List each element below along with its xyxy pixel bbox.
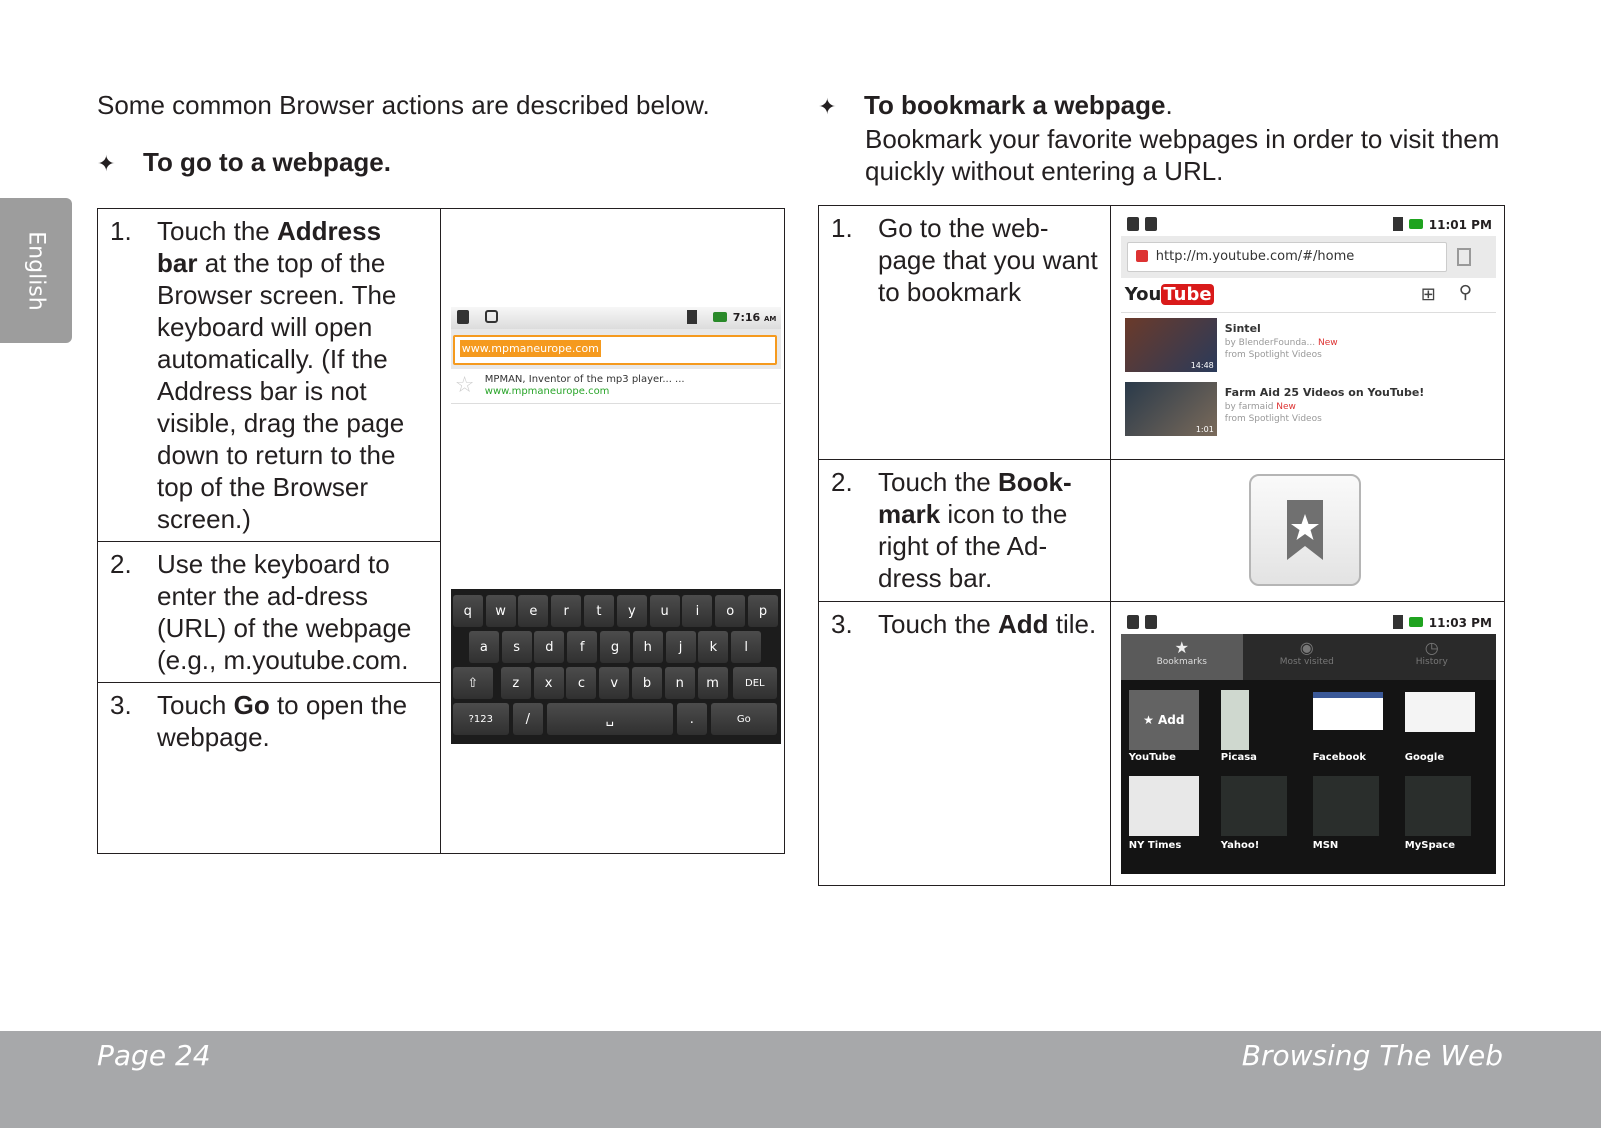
battery-icon: [687, 310, 697, 324]
key-v[interactable]: v: [599, 667, 629, 699]
usb-icon: [457, 310, 469, 324]
star-icon: ☆: [454, 373, 475, 398]
language-tab-label: English: [23, 230, 49, 311]
tile-label: YouTube: [1128, 752, 1176, 763]
bookmark-tile[interactable]: [1129, 776, 1199, 836]
usb-icon: [1145, 615, 1157, 629]
key-j[interactable]: j: [666, 631, 696, 663]
bookmarks-tabbar: [1121, 634, 1496, 680]
battery-icon: [1393, 217, 1403, 231]
tab-most-visited[interactable]: ◉ Most visited: [1246, 634, 1368, 680]
key-t[interactable]: t: [584, 595, 614, 627]
step-1-cell: [98, 209, 441, 542]
key-s[interactable]: s: [502, 631, 532, 663]
bookmark-tile[interactable]: [1405, 692, 1475, 732]
tab-bookmarks[interactable]: ★ Bookmarks: [1121, 634, 1243, 680]
go-key[interactable]: Go: [711, 703, 777, 735]
four-point-star-icon: ✦: [818, 94, 837, 119]
intro-text: Some common Browser actions are described below.: [97, 90, 710, 120]
eye-icon: ◉: [1299, 638, 1314, 657]
charging-icon: [713, 312, 727, 322]
page-footer: [0, 1031, 1601, 1128]
key-h[interactable]: h: [633, 631, 663, 663]
key-r[interactable]: r: [551, 595, 581, 627]
bookmark-step-2-cell: [819, 460, 1111, 602]
step-3: 3. Touch Go to open the webpage.: [110, 690, 408, 752]
bookmark-step-3: 3. Touch the Add tile.: [831, 609, 1097, 639]
favicon-icon: [1136, 250, 1148, 262]
video-thumbnail: 14:48: [1125, 318, 1217, 372]
suggestion-url: www.mpmaneurope.com: [484, 386, 610, 397]
video-item[interactable]: 14:48 Sintel by BlenderFounda... New from Spotlight Videos: [1121, 314, 1496, 376]
delete-key[interactable]: DEL: [733, 667, 777, 699]
four-point-star-icon: ✦: [97, 151, 116, 176]
step-1: 1. Touch the Address bar at the top of the Browser screen. The keyboard will open automatically. (If the Address bar is not visible, drag the page down to return to the top of the Browser screen.): [110, 216, 405, 534]
usb-icon: [1127, 217, 1139, 231]
usb-icon: [1145, 217, 1157, 231]
tile-label: Yahoo!: [1220, 840, 1260, 851]
bookmark-ribbon-icon: [1251, 476, 1359, 584]
key-c[interactable]: c: [566, 667, 596, 699]
tile-label: Facebook: [1312, 752, 1367, 763]
add-bookmark-tile[interactable]: ★ Add: [1129, 690, 1199, 750]
onscreen-keyboard: [451, 589, 781, 744]
bookmark-ribbon-icon: ★: [1174, 638, 1189, 657]
status-bar: 7:16 AM: [451, 307, 781, 329]
key-slash[interactable]: /: [513, 703, 543, 735]
youtube-screenshot-cell: [1110, 206, 1504, 460]
bookmark-step-1: 1. Go to the web-page that you want to bookmark: [831, 213, 1098, 307]
key-b[interactable]: b: [632, 667, 662, 699]
clock-icon: ◷: [1424, 638, 1439, 657]
address-bar[interactable]: [453, 335, 777, 365]
youtube-logo: You Tube: [1124, 284, 1212, 305]
page-number: Page 24: [97, 1039, 211, 1072]
tile-label: NY Times: [1128, 840, 1182, 851]
usb-icon: [1127, 615, 1139, 629]
step-3-cell: [98, 683, 441, 854]
address-bar[interactable]: http://m.youtube.com/#/home: [1127, 242, 1447, 272]
status-bar: 11:01 PM: [1121, 214, 1496, 236]
bookmark-step-1-cell: [819, 206, 1111, 460]
key-n[interactable]: n: [665, 667, 695, 699]
notification-icon: [485, 310, 498, 323]
bookmarks-screenshot-cell: [1110, 602, 1504, 886]
keyboard-screenshot-cell: [440, 209, 784, 854]
video-thumbnail: 1:01: [1125, 382, 1217, 436]
bookmark-tile[interactable]: [1313, 776, 1379, 836]
step-2: 2. Use the keyboard to enter the ad-dress (URL) of the webpage (e.g., m.youtube.com.: [110, 549, 412, 675]
bullet-bookmark-webpage: ✦ To bookmark a webpage.: [818, 90, 1173, 120]
bookmark-step-3-cell: [819, 602, 1111, 886]
key-l[interactable]: l: [731, 631, 761, 663]
browser-keyboard-screenshot: [451, 307, 781, 744]
bookmarks-screenshot: [1121, 612, 1496, 874]
key-p[interactable]: p: [748, 595, 778, 627]
key-z[interactable]: z: [501, 667, 531, 699]
status-bar: 11:03 PM: [1121, 612, 1496, 634]
bookmark-button-large[interactable]: [1249, 474, 1361, 586]
battery-icon: [1393, 615, 1403, 629]
space-key[interactable]: ␣: [547, 703, 673, 735]
key-a[interactable]: a: [469, 631, 499, 663]
bullet-go-to-webpage: ✦ To go to a webpage.: [97, 147, 391, 177]
video-item[interactable]: 1:01 Farm Aid 25 Videos on YouTube! by farmaid New from Spotlight Videos: [1121, 378, 1496, 440]
key-w[interactable]: w: [486, 595, 516, 627]
tile-label: MySpace: [1404, 840, 1456, 851]
bookmark-description: Bookmark your favorite webpages in order to visit them quickly without entering a URL.: [865, 124, 1500, 186]
bookmark-tile[interactable]: [1313, 692, 1383, 730]
key-q[interactable]: q: [453, 595, 483, 627]
language-tab: [0, 198, 72, 343]
key-x[interactable]: x: [534, 667, 564, 699]
key-e[interactable]: e: [518, 595, 548, 627]
search-icon[interactable]: ⚲: [1458, 282, 1472, 303]
bookmark-step-2: 2. Touch the Book-mark icon to the right of the Ad-dress bar.: [831, 467, 1072, 593]
suggestion-row[interactable]: [451, 369, 781, 404]
key-k[interactable]: k: [698, 631, 728, 663]
key-period[interactable]: .: [677, 703, 707, 735]
key-m[interactable]: m: [698, 667, 728, 699]
key-f[interactable]: f: [567, 631, 597, 663]
charging-icon: [1409, 219, 1423, 229]
key-u[interactable]: u: [650, 595, 680, 627]
suggestion-title: MPMAN, Inventor of the mp3 player... ...: [484, 374, 685, 385]
bookmark-tile[interactable]: [1405, 776, 1471, 836]
key-g[interactable]: g: [600, 631, 630, 663]
tile-label: MSN: [1312, 840, 1339, 851]
tab-history[interactable]: ◷ History: [1371, 634, 1493, 680]
tile-label: Google: [1404, 752, 1445, 763]
youtube-screenshot: [1121, 214, 1496, 450]
bookmark-icon-cell: [1110, 460, 1504, 602]
charging-icon: [1409, 617, 1423, 627]
bookmark-tile[interactable]: [1221, 690, 1249, 750]
key-d[interactable]: d: [534, 631, 564, 663]
section-title: Browsing The Web: [1241, 1039, 1503, 1072]
key-y[interactable]: y: [617, 595, 647, 627]
go-to-webpage-table: [97, 208, 785, 854]
key-i[interactable]: i: [682, 595, 712, 627]
symbols-key[interactable]: ?123: [453, 703, 509, 735]
bookmark-icon[interactable]: [1457, 248, 1471, 266]
bookmark-table: [818, 205, 1505, 886]
tile-label: Picasa: [1220, 752, 1257, 763]
bookmark-tile[interactable]: [1221, 776, 1287, 836]
step-2-cell: [98, 542, 441, 683]
key-o[interactable]: o: [715, 595, 745, 627]
address-bar-url: www.mpmaneurope.com: [461, 342, 599, 355]
grid-icon[interactable]: ⊞: [1420, 284, 1436, 305]
shift-key[interactable]: ⇧: [453, 667, 493, 699]
